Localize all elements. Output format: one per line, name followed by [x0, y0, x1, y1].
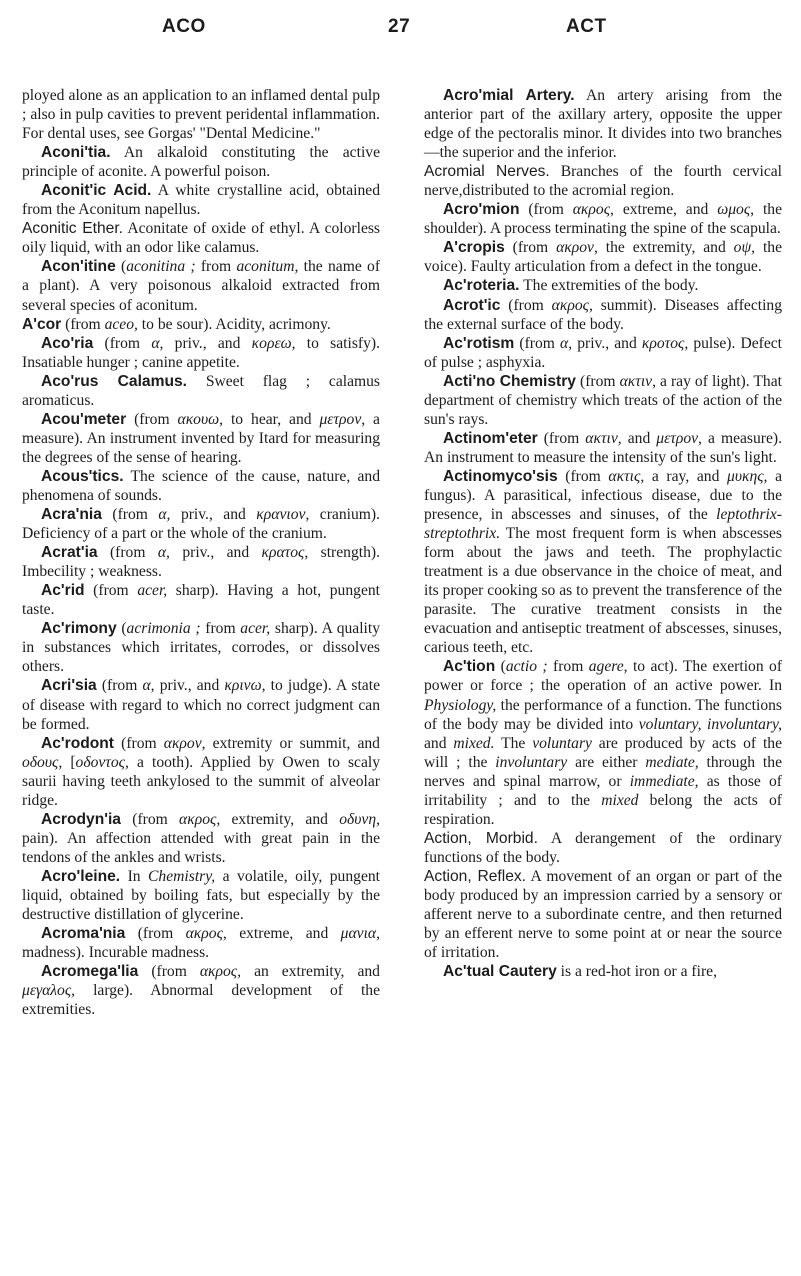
dictionary-entry [424, 657, 782, 828]
entry-text: sharp). Having a hot, pungent taste. [22, 582, 381, 619]
entry-headword: Acri'sia [41, 677, 97, 695]
entry-headword: Acrat'ia [41, 544, 98, 562]
entry-text: strength). Imbecility ; weakness. [22, 544, 380, 581]
entry-text: (from [120, 810, 180, 828]
entry-italic-text: Chemistry, [148, 867, 216, 885]
entry-text: ( [116, 620, 127, 638]
dictionary-entry [22, 581, 380, 619]
entry-headword: Acro'leine. [41, 867, 121, 885]
entry-italic-text: mediate, [645, 753, 699, 771]
left-column [22, 86, 380, 1019]
dictionary-entry [22, 924, 380, 962]
entry-italic-text: immediate, [629, 772, 699, 790]
dictionary-entry [424, 829, 782, 867]
entry-text: the performance of a function. The functions of the body may be divided into [424, 696, 782, 733]
entry-italic-text: ακρος, [199, 963, 242, 981]
entry-text: to satisfy). Insatiable hunger ; canine appetite. [22, 334, 380, 371]
entry-italic-text: κροτος, [641, 334, 689, 352]
entry-text: and [621, 429, 657, 447]
entry-italic-text: α, [142, 677, 155, 695]
entry-text: (from [519, 201, 573, 219]
entry-text: The [494, 734, 533, 752]
entry-text: a measure). An instrument to measure the intensity of the sun's light. [424, 429, 782, 466]
dictionary-entry [424, 372, 782, 429]
entry-text: a volatile, oily, pungent liquid, obtained by boiling fats, but especially by the destructive distillation of glycerine. [22, 867, 380, 924]
entry-text: sharp). A quality in substances which irritates, corrodes, or dissolves others. [22, 620, 381, 676]
entry-italic-text: voluntary, involuntary, [638, 715, 782, 733]
dictionary-entry [22, 334, 380, 372]
entry-italic-text: acer, [137, 582, 168, 600]
entry-italic-text: Physiology, [424, 696, 497, 714]
header-first-word: ACO [162, 16, 206, 37]
dictionary-entry [22, 734, 380, 810]
entry-italic-text: agere, [588, 658, 628, 676]
entry-headword: Aco'ria [41, 334, 94, 352]
entry-text: a tooth). Applied by Owen to scaly saurii having teeth ankylosed to the summit of alveolar ridge. [22, 753, 380, 809]
entry-headword: Acroma'nia [41, 925, 126, 943]
entry-headword: Acon'itine [41, 258, 116, 276]
entry-headword: A'cropis [443, 239, 505, 257]
entry-italic-text: οψ, [733, 239, 756, 257]
entry-text: summit). Diseases affecting the external surface of the body. [424, 296, 783, 333]
entry-italic-text: ακρον, [163, 734, 206, 752]
entry-text: to judge). A state of disease with regard to which no correct judgment can be formed. [22, 677, 380, 733]
entry-italic-text: ωμος, [717, 201, 755, 219]
dictionary-entry [424, 429, 782, 467]
dictionary-entry [424, 162, 782, 200]
entry-text: (from [500, 296, 552, 314]
dictionary-entry [22, 867, 380, 924]
entry-italic-text: μανια, [340, 925, 380, 943]
entry-headword: Acou'meter [41, 410, 127, 428]
entry-text: (from [125, 925, 186, 943]
entry-italic-text: κρινω, [224, 677, 266, 695]
entry-italic-text: οδους, [22, 753, 63, 771]
dictionary-entry [22, 181, 380, 219]
entry-text: ployed alone as an application to an inflamed dental pulp ; also in pulp cavities to prevent peridental inflammation. For dental uses, see Gorgas' "Dental Medicine." [22, 87, 380, 143]
right-column [424, 86, 782, 981]
dictionary-entry [22, 143, 380, 181]
entry-headword: Acrot'ic [443, 296, 501, 314]
entry-headword: Acra'nia [41, 506, 102, 524]
entry-headword: Aconi'tia. [41, 144, 111, 162]
entry-text: A white crystalline acid, obtained from the Aconitum napellus. [22, 182, 380, 219]
entry-text: (from [126, 410, 178, 428]
entry-headword: Ac'roteria. [443, 277, 520, 295]
entry-text: from [547, 658, 589, 676]
dictionary-entry [22, 372, 380, 410]
entry-headword: Action, Morbid. [424, 829, 538, 847]
entry-text: (from [514, 334, 561, 352]
entry-italic-text: leptothrix-streptothrix. [424, 506, 782, 543]
entry-headword: Ac'rodont [41, 734, 115, 752]
entry-text: An alkaloid constituting the active principle of aconite. A powerful poison. [22, 144, 380, 181]
entry-italic-text: κορεω, [251, 334, 296, 352]
entry-headword: Ac'tion [443, 658, 496, 676]
entry-text: the voice). Faulty articulation from a defect in the tongue. [424, 239, 782, 276]
entry-italic-text: ακρος, [572, 201, 614, 219]
entry-text: a fungus). A parasitical, infectious disease, due to the presence, in abscesses and sinuses, of the [424, 467, 782, 524]
entry-italic-text: ακτιν, [619, 372, 656, 390]
dictionary-entry [22, 86, 380, 143]
entry-italic-text: α, [151, 334, 164, 352]
entry-headword: Acous'tics. [41, 467, 124, 485]
entry-text: (from [101, 506, 159, 524]
entry-text: (from [114, 734, 164, 752]
entry-italic-text: ακουω, [177, 410, 224, 428]
entry-italic-text: μυκης, [727, 467, 768, 485]
entry-text: priv., and [572, 334, 642, 352]
entry-text: through the nerves and spinal marrow, or [424, 753, 782, 790]
entry-text: is a red-hot iron or a fire, [556, 963, 717, 981]
entry-text: a measure). An instrument invented by Itard for measuring the degrees of the sense of hearing. [22, 410, 380, 466]
entry-text: pain). An affection attended with great pain in the tendons of the ankles and wrists. [22, 829, 380, 866]
entry-headword: Aconitic Ether. [22, 220, 124, 238]
entry-headword: Ac'rimony [41, 620, 117, 638]
entry-italic-text: actio ; [505, 658, 548, 676]
entry-text: (from [537, 429, 586, 447]
entry-headword: Actinom'eter [443, 429, 538, 447]
entry-italic-text: mixed. [453, 734, 495, 752]
entry-text: extremity, and [220, 810, 340, 828]
page-number: 27 [388, 16, 411, 37]
entry-italic-text: ακρος, [179, 810, 221, 828]
entry-italic-text: κρατος, [261, 544, 309, 562]
entry-italic-text: α, [560, 334, 573, 352]
dictionary-entry [22, 257, 380, 314]
entry-text: madness). Incurable madness. [22, 944, 210, 962]
entry-headword: Ac'rid [41, 582, 85, 600]
entry-headword: Acti'no Chemistry [443, 372, 576, 390]
dictionary-entry [424, 276, 782, 295]
entry-text: priv., and [163, 334, 252, 352]
dictionary-entry [22, 543, 380, 581]
entry-italic-text: ακρος, [551, 296, 593, 314]
entry-italic-text: ακρον, [556, 239, 598, 257]
dictionary-entry [424, 334, 782, 372]
entry-italic-text: involuntary [495, 753, 568, 771]
entry-headword: Action, Reflex. [424, 867, 527, 885]
entry-italic-text: μετρον, [319, 410, 366, 428]
dictionary-entry [424, 296, 782, 334]
entry-text: (from [557, 467, 609, 485]
entry-text: [ [62, 753, 76, 771]
entry-text: belong the acts of respiration. [424, 791, 782, 828]
dictionary-entry [22, 505, 380, 543]
entry-text: priv., and [169, 544, 262, 562]
entry-text: cranium). Deficiency of a part or the whole of the cranium. [22, 506, 380, 543]
entry-text: to be sour). Acidity, acrimony. [137, 315, 331, 333]
entry-text: the shoulder). A process terminating the spine of the scapula. [424, 201, 783, 238]
dictionary-entry [424, 867, 782, 962]
entry-text: extreme, and [226, 925, 341, 943]
entry-text: Aconitate of oxide of ethyl. A colorless oily liquid, with an odor like calamus. [22, 220, 381, 257]
entry-italic-text: mixed [601, 791, 639, 809]
entry-text: extremity or summit, and [205, 734, 380, 752]
entry-text: the extremity, and [597, 239, 734, 257]
dictionary-entry [22, 619, 380, 676]
dictionary-entry [424, 962, 782, 981]
entry-text: to hear, and [223, 410, 320, 428]
entry-italic-text: οδυνη, [339, 810, 380, 828]
running-header [0, 14, 801, 44]
entry-text: Branches of the fourth cervical nerve,distributed to the acromial region. [424, 163, 782, 200]
entry-text: from [200, 620, 241, 638]
entry-italic-text: voluntary [532, 734, 592, 752]
entry-text: an extremity, and [241, 963, 380, 981]
entry-text: priv., and [154, 677, 225, 695]
entry-text: (from [96, 677, 143, 695]
entry-text: ( [115, 258, 127, 276]
entry-text: a ray of light). That department of chemistry which treats of the action of the sun's rays. [424, 372, 782, 428]
entry-text: from [195, 258, 237, 276]
entry-headword: Acromega'lia [41, 963, 139, 981]
entry-text: An artery arising from the anterior part of the axillary artery, opposite the upper edge of the pectoralis minor. It divides into two branches—the superior and the inferior. [424, 87, 782, 162]
entry-text: priv., and [170, 506, 257, 524]
entry-text: A derangement of the ordinary functions of the body. [424, 829, 782, 866]
entry-italic-text: ακτιν, [585, 429, 622, 447]
dictionary-entry [424, 200, 782, 238]
entry-text: to act). The exertion of power or force ; the operation of an active power. In [424, 658, 783, 695]
dictionary-entry [22, 219, 380, 257]
dictionary-entry [424, 467, 782, 657]
header-last-word: ACT [566, 16, 607, 37]
entry-text: a ray, and [644, 467, 727, 485]
entry-italic-text: ακτις, [608, 467, 645, 485]
entry-headword: Ac'tual Cautery [443, 963, 557, 981]
entry-text: (from [61, 315, 105, 333]
entry-headword: Aconit'ic Acid. [41, 182, 152, 200]
entry-text: A movement of an organ or part of the body produced by an impression carried by a sensory or afferent nerve to a subordinate centre, and then returned by an efferent nerve to some point at or near the source of irritation. [424, 867, 783, 962]
entry-text: are produced by acts of the will ; the [424, 734, 782, 771]
entry-text: (from [504, 239, 557, 257]
entry-italic-text: aconitina ; [126, 258, 196, 276]
entry-text: (from [97, 544, 158, 562]
entry-italic-text: μετρον, [656, 429, 702, 447]
entry-text: pulse). Defect of pulse ; asphyxia. [424, 334, 782, 371]
entry-italic-text: μεγαλος, [22, 982, 76, 1000]
entry-text: The extremities of the body. [519, 277, 699, 295]
entry-headword: Ac'rotism [443, 334, 515, 352]
entry-italic-text: ακρος, [185, 925, 227, 943]
entry-text: (from [93, 334, 152, 352]
entry-text: are either [567, 753, 646, 771]
entry-text: The most frequent form is when abscesses form about the jaws and teeth. The prophylactic treatment is a due observance in the choice of meat, and its proper cooking so as to prevent the transference of the parasite. The curative treatment consists in the evacuation and antiseptic treatment of abscesses, sinuses, carious teeth, etc. [424, 525, 782, 657]
entry-headword: Actinomyco'sis [443, 467, 558, 485]
dictionary-entry [22, 676, 380, 733]
entry-italic-text: acrimonia ; [126, 620, 201, 638]
dictionary-entry [22, 962, 380, 1019]
entry-text: the name of a plant). A very poisonous alkaloid extracted from several species of aconitum. [22, 258, 381, 314]
entry-text: (from [138, 963, 200, 981]
entry-italic-text: α, [157, 544, 170, 562]
entry-headword: Acro'mion [443, 201, 520, 219]
entry-text: as those of irritability ; and to the [424, 772, 783, 809]
dictionary-entry [22, 315, 380, 334]
dictionary-entry [22, 810, 380, 867]
entry-headword: Aco'rus Calamus. [41, 372, 188, 390]
entry-headword: Acrodyn'ia [41, 810, 121, 828]
entry-italic-text: οδοντος, [75, 753, 129, 771]
entry-text: In [120, 867, 149, 885]
entry-headword: Acro'mial Artery. [443, 87, 575, 104]
entry-headword: Acromial Nerves. [424, 163, 550, 181]
entry-italic-text: aconitum, [236, 258, 299, 276]
entry-headword: A'cor [22, 315, 62, 333]
entry-text: (from [575, 372, 620, 390]
entry-text: and [424, 734, 454, 752]
entry-italic-text: acer, [240, 620, 271, 638]
entry-text: large). Abnormal development of the extremities. [22, 982, 380, 1019]
entry-text: ( [495, 658, 506, 676]
entry-italic-text: κρανιον, [256, 506, 310, 524]
entry-text: extreme, and [613, 201, 718, 219]
entry-text: (from [84, 582, 138, 600]
dictionary-entry [424, 86, 782, 162]
entry-italic-text: aceo, [104, 315, 138, 333]
dictionary-entry [22, 410, 380, 467]
entry-text: The science of the cause, nature, and phenomena of sounds. [22, 467, 380, 504]
entry-text: Sweet flag ; calamus aromaticus. [22, 372, 380, 409]
dictionary-entry [424, 238, 782, 276]
dictionary-entry [22, 467, 380, 505]
entry-italic-text: α, [158, 506, 171, 524]
